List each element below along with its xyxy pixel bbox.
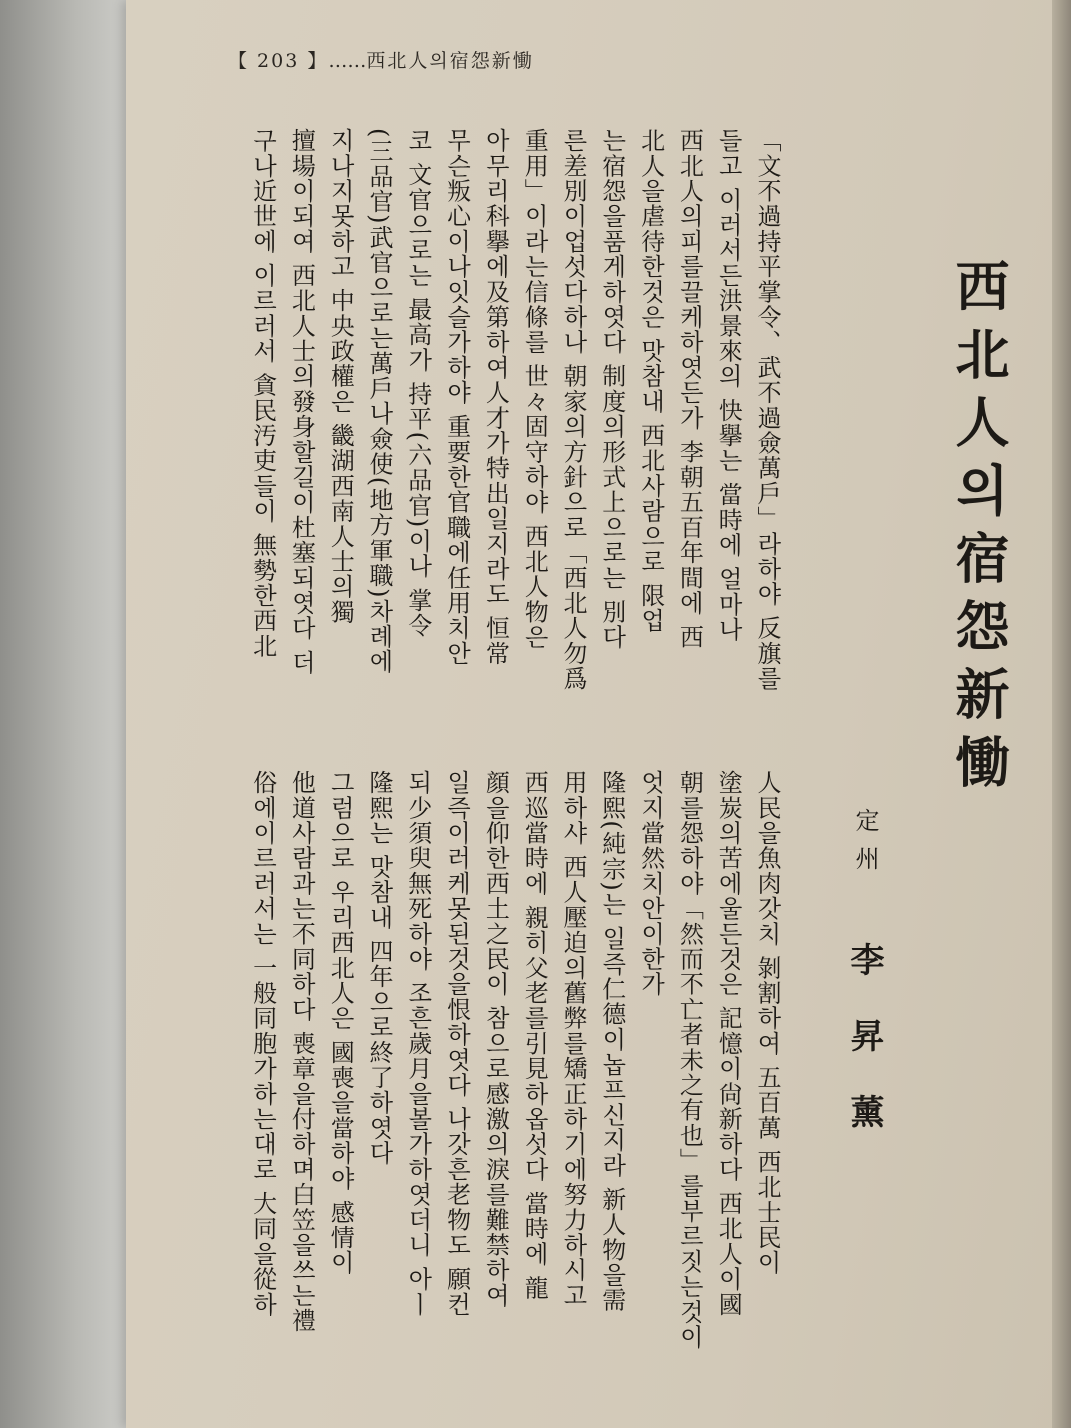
header-separator: …… <box>328 50 367 72</box>
text-column: 隆熙(純宗)는 일즉仁德이놉프신지라 新人物을需 <box>597 770 626 1313</box>
page-edge <box>1052 0 1071 1428</box>
text-column: 코 文官으로는 最高가 持平(六品官)이나 掌令 <box>403 128 432 639</box>
running-header <box>228 46 534 76</box>
text-column: 지나지못하고 中央政權은 畿湖西南人士의獨 <box>326 128 355 625</box>
author-place: 定州 <box>851 808 879 884</box>
text-column: 俗에이르러서는 一般同胞가하는대로 大同을從하 <box>248 770 277 1317</box>
running-title: 西北人의宿怨新慟 <box>366 50 534 72</box>
text-column: 그럼으로 우리西北人은 國喪을當하야 感情이 <box>326 770 355 1276</box>
text-column: 朝를怨하야「然而不亡者未之有也」를부르짓는것이 <box>675 770 704 1350</box>
page-number: 【 203 】 <box>228 50 329 72</box>
text-column: 擅場이되여 西北人士의發身할길이杜塞되엿다 더 <box>287 128 316 675</box>
article-title: 西北人의宿怨新慟 <box>947 258 1011 802</box>
text-column: 들고 이러서든洪景來의 快擧는 當時에 얼마나 <box>714 128 743 643</box>
text-column: 用하샤 西人壓迫의舊弊를矯正하기에努力하시고 <box>559 770 587 1309</box>
text-column: 엇지當然치안이한가 <box>636 770 665 997</box>
text-column: 塗炭의苦에울든것은 記憶이尙新하다 西北人이國 <box>714 770 743 1317</box>
text-column: 무슨叛心이나잇슬가하야 重要한官職에任用치안 <box>442 128 471 667</box>
text-column: 는宿怨을품게하엿다 制度의形式上으로는 別다 <box>597 128 626 650</box>
text-column: 人民을魚肉갓치 剝割하여 五百萬 西北士民이 <box>753 770 781 1276</box>
text-column: 되少須臾無死하야 조흔歲月을볼가하엿더니 아ㅣ <box>403 770 432 1317</box>
author-name: 李昇薰 <box>844 942 884 1170</box>
text-column: 西巡當時에 親히父老를引見하옵섯다 當時에 龍 <box>520 770 549 1301</box>
text-column: 重用」이라는信條를 世々固守하야 西北人物은 <box>520 128 549 650</box>
text-column: 西北人의피를끌케하엿든가 李朝五百年間에 西 <box>675 128 704 650</box>
text-column: 顔을仰한西土之民이 참으로感激의淚를難禁하여 <box>481 770 510 1309</box>
text-column: 구나近世에 이르러서 貪民汚吏들이 無勢한西北 <box>248 128 277 659</box>
text-column: 「文不過持平掌令、武不過僉萬戶」라하야 反旗를 <box>753 128 781 692</box>
text-column: (三品官)武官으로는萬戶나僉使(地方軍職)차례에 <box>365 128 393 675</box>
text-column: 일즉이러케못된것을恨하엿다 나갓흔老物도 願컨 <box>442 770 471 1317</box>
text-column: 아무리科擧에及第하여人才가特出일지라도 恒常 <box>481 128 510 667</box>
text-column: 他道사람과는不同하다 喪章을付하며白笠을쓰는禮 <box>287 770 316 1334</box>
text-column: 北人을虐待한것은 맛참내 西北사람으로 限업 <box>636 128 665 634</box>
text-column: 른差別이업섯다하나 朝家의方針으로「西北人勿爲 <box>559 128 587 692</box>
text-column: 隆熙는 맛참내 四年으로終了하엿다 <box>365 770 393 1166</box>
